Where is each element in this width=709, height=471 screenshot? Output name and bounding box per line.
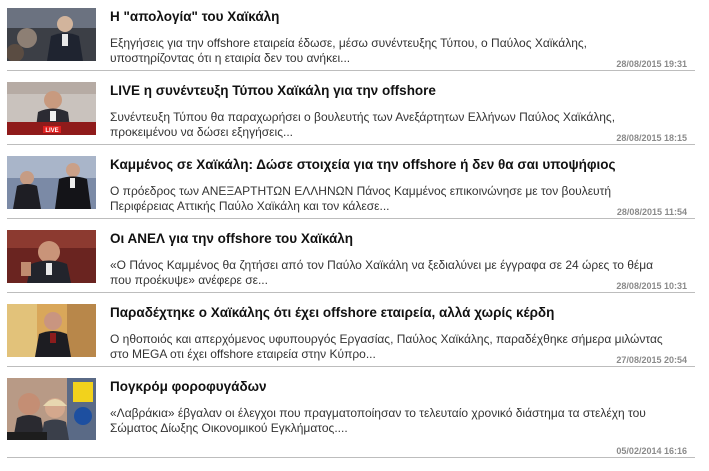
article-summary: Ο ηθοποιός και απερχόμενος υφυπουργός Εργασίας, Παύλος Χαϊκάλης, παραδέχθηκε σήμερα μιλώντας στο MEGA οτι έχει offshore εταιρεία στην Κύπρο...	[110, 332, 663, 361]
article-item	[0, 74, 709, 148]
article-title[interactable]: Πογκρόμ φοροφυγάδων	[110, 379, 267, 394]
article-thumbnail[interactable]	[7, 230, 96, 283]
article-date: 28/08/2015 19:31	[616, 59, 687, 69]
article-summary: Εξηγήσεις για την offshore εταιρεία έδωσε, μέσω συνέντευξης Τύπου, ο Παύλος Χαϊκάλης, υποστηρίζοντας ότι η εταιρία δεν του ανήκει...	[110, 36, 588, 65]
article-title[interactable]: Καμμένος σε Χαϊκάλη: Δώσε στοιχεία για την offshore ή δεν θα σαι υποψήφιος	[110, 157, 616, 172]
article-title[interactable]: Παραδέχτηκε ο Χαϊκάλης ότι έχει offshore εταιρεία, αλλά χωρίς κέρδη	[110, 305, 555, 320]
article-summary: «Ο Πάνος Καμμένος θα ζητήσει από τον Παύλο Χαϊκάλη να ξεδιαλύνει με έγγραφα σε 24 ώρες το θέμα που προέκυψε» ανέφερε σε...	[110, 258, 654, 287]
article-item	[0, 370, 709, 456]
divider	[7, 144, 695, 145]
photo-two-men-collage-icon	[7, 378, 96, 440]
divider	[7, 366, 695, 367]
article-item	[0, 296, 709, 370]
article-title[interactable]: Η "απολογία" του Χαϊκάλη	[110, 9, 280, 24]
article-summary: «Λαβράκια» έβγαλαν οι έλεγχοι που πραγματοποίησαν το τελευταίο χρονικό διάστημα τα στελέχη του Σώματος Δίωξης Οικονομικού Εγκλήματος....	[110, 406, 646, 435]
article-title[interactable]: LIVE η συνέντευξη Τύπου Χαϊκάλη για την offshore	[110, 83, 436, 98]
article-title[interactable]: Οι ΑΝΕΛ για την offshore του Χαϊκάλη	[110, 231, 354, 246]
photo-politician-crowd-icon	[7, 8, 96, 61]
article-item	[0, 148, 709, 222]
article-thumbnail[interactable]	[7, 82, 96, 135]
article-thumbnail[interactable]	[7, 378, 96, 440]
divider	[7, 218, 695, 219]
photo-man-tv-studio-icon	[7, 304, 96, 357]
divider	[7, 292, 695, 293]
article-thumbnail[interactable]	[7, 156, 96, 209]
article-item	[0, 0, 709, 74]
article-summary: Συνέντευξη Τύπου θα παραχωρήσει ο βουλευτής των Ανεξάρτητων Ελλήνων Παύλος Χαϊκάλης, προκειμένου να δώσει εξηγήσεις...	[110, 110, 616, 139]
photo-two-men-suits-icon	[7, 156, 96, 209]
article-summary: Ο πρόεδρος των ΑΝΕΞΑΡΤΗΤΩΝ ΕΛΛΗΝΩΝ Πάνος Καμμένος επικοινώνησε με τον βουλευτή Περιφέρειας Αττικής Παύλο Χαϊκάλη και τον κάλεσε...	[110, 184, 612, 213]
article-item	[0, 222, 709, 296]
article-date: 27/08/2015 20:54	[616, 355, 687, 365]
article-thumbnail[interactable]	[7, 8, 96, 61]
live-badge: LIVE	[45, 128, 59, 134]
photo-press-conference-live-icon	[7, 82, 96, 135]
article-date: 05/02/2014 16:16	[616, 446, 687, 456]
divider	[7, 457, 695, 458]
divider	[7, 70, 695, 71]
article-date: 28/08/2015 10:31	[616, 281, 687, 291]
photo-man-speaking-icon	[7, 230, 96, 283]
article-date: 28/08/2015 11:54	[616, 207, 687, 217]
article-thumbnail[interactable]	[7, 304, 96, 357]
article-date: 28/08/2015 18:15	[616, 133, 687, 143]
